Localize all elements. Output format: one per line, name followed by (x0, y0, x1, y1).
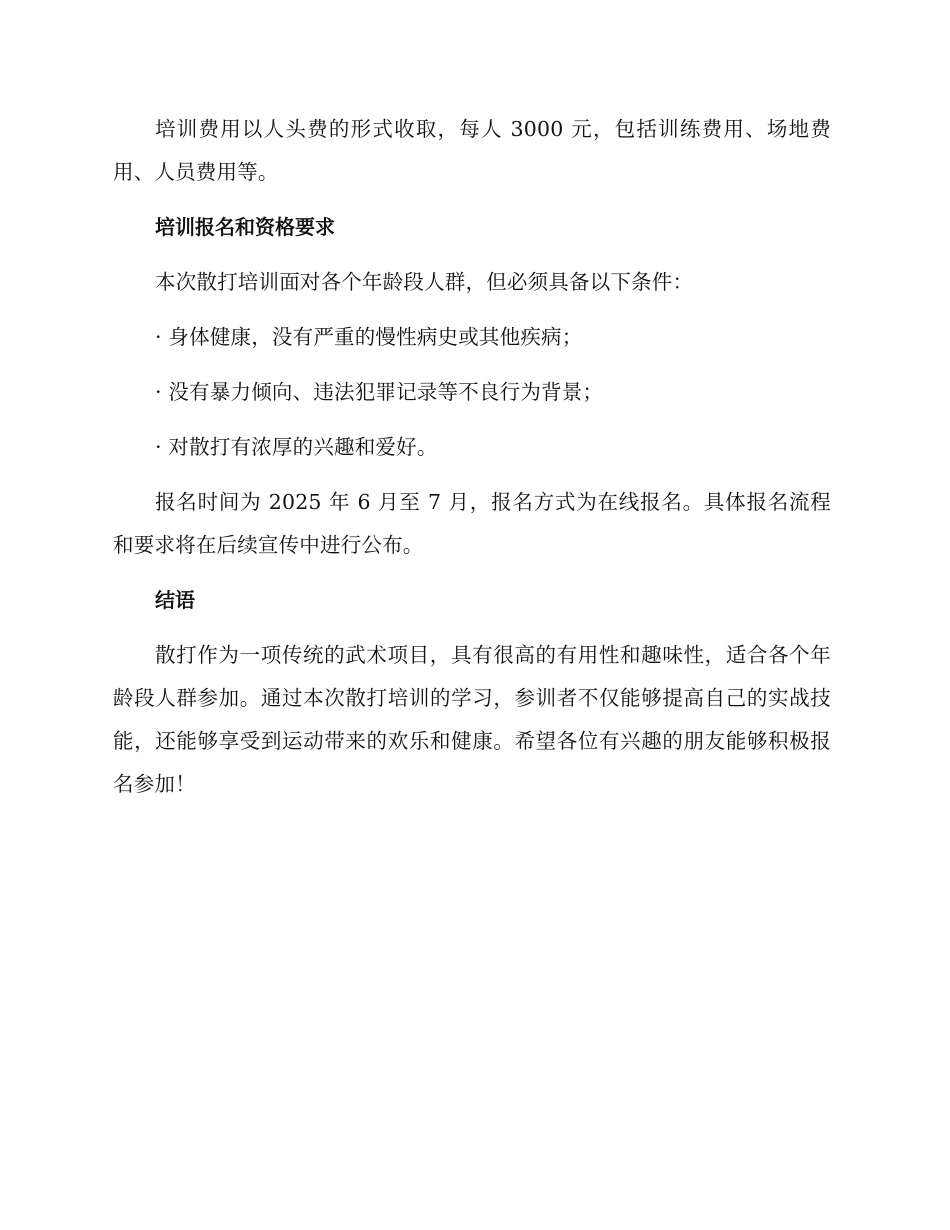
registration-time-paragraph: 报名时间为 2025 年 6 月至 7 月，报名方式为在线报名。具体报名流程和要求将在后续宣传中进行公布。 (113, 490, 831, 557)
registration-heading: 培训报名和资格要求 (155, 215, 335, 239)
condition-item: · 没有暴力倾向、违法犯罪记录等不良行为背景； (155, 380, 604, 404)
condition-item: · 对散打有浓厚的兴趣和爱好。 (155, 435, 438, 459)
fee-paragraph: 培训费用以人头费的形式收取，每人 3000 元，包括训练费用、场地费用、人员费用等。 (113, 117, 831, 184)
spacer (113, 567, 831, 579)
spacer (113, 359, 831, 371)
spacer (113, 304, 831, 316)
conclusion-paragraph: 散打作为一项传统的武术项目，具有很高的有用性和趣味性，适合各个年龄段人群参加。通过本次散打培训的学习，参训者不仅能够提高自己的实战技能，还能够享受到运动带来的欢乐和健康。希望各位有兴趣的朋友能够积极报名参加！ (113, 643, 831, 796)
spacer (113, 469, 831, 481)
registration-intro: 本次散打培训面对各个年龄段人群，但必须具备以下条件： (155, 270, 694, 294)
condition-item: · 身体健康，没有严重的慢性病史或其他疾病； (155, 325, 583, 349)
spacer (113, 622, 831, 634)
spacer (113, 194, 831, 206)
spacer (113, 249, 831, 261)
document-page (113, 108, 831, 806)
spacer (113, 414, 831, 426)
conclusion-heading: 结语 (155, 588, 195, 612)
